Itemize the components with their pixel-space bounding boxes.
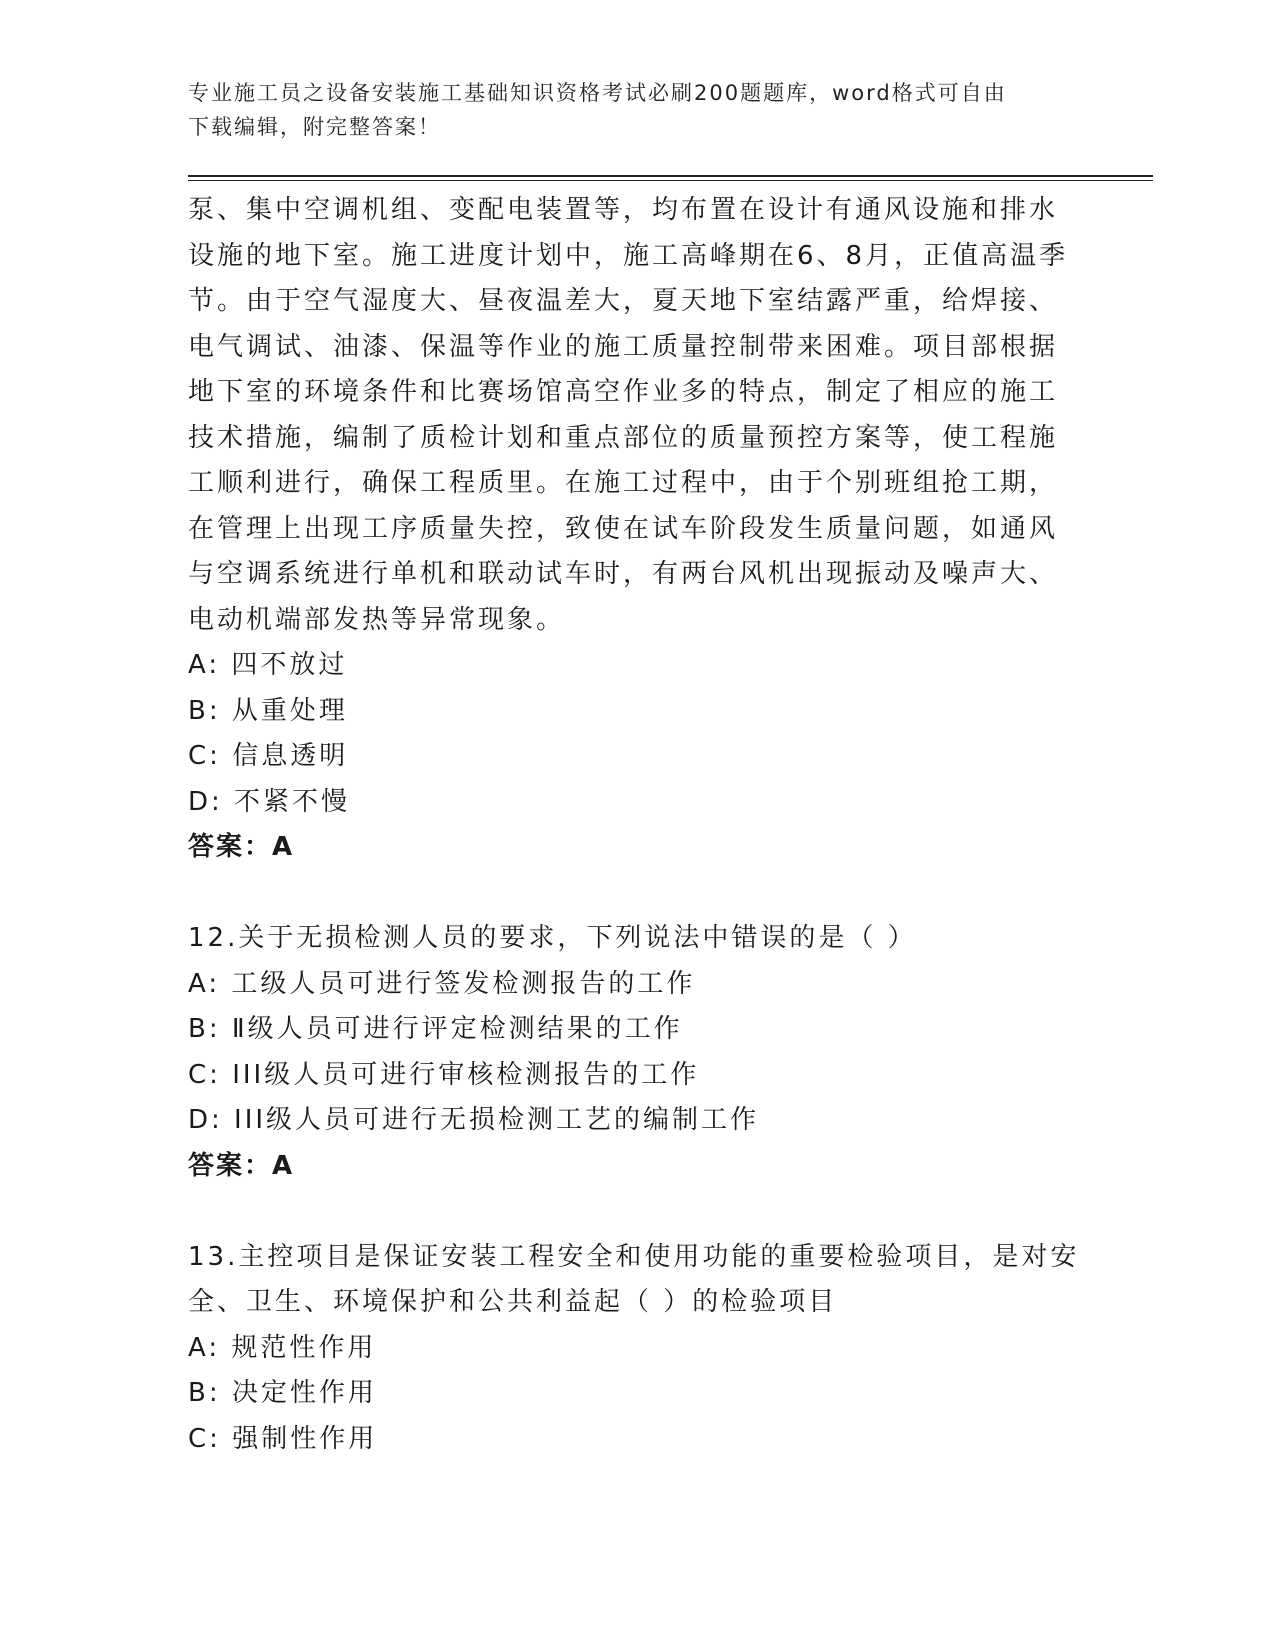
question-text-line: 地下室的环境条件和比赛场馆高空作业多的特点，制定了相应的施工 bbox=[188, 377, 1059, 407]
option-text: 强制性作用 bbox=[232, 1423, 378, 1454]
question-text-line: 电动机端部发热等异常现象。 bbox=[188, 604, 566, 635]
option-key: C: bbox=[188, 1059, 233, 1090]
question-13 bbox=[188, 1235, 1088, 1463]
option-text: 四不放过 bbox=[231, 650, 348, 680]
document-body bbox=[188, 188, 1088, 1462]
answer-label: 答案：A bbox=[188, 1150, 295, 1181]
option-key: A: bbox=[188, 1332, 232, 1363]
option-c bbox=[188, 1053, 1088, 1099]
question-text-line: 电气调试、油漆、保温等作业的施工质量控制带来困难。项目部根据 bbox=[188, 331, 1059, 362]
option-b bbox=[188, 1007, 1088, 1053]
option-key: C: bbox=[188, 1423, 233, 1454]
option-text: 信息透明 bbox=[232, 741, 349, 771]
question-text-line: 技术措施，编制了质检计划和重点部位的质量预控方案等，使工程施 bbox=[188, 422, 1059, 453]
question-text-line: 12.关于无损检测人员的要求，下列说法中错误的是（ ） bbox=[188, 923, 917, 953]
question-text-line: 13.主控项目是保证安装工程安全和使用功能的重要检验项目，是对安 bbox=[188, 1241, 1080, 1272]
question-text-line: 全、卫生、环境保护和公共利益起（ ）的检验项目 bbox=[188, 1287, 838, 1317]
option-a bbox=[188, 1326, 1088, 1372]
option-text: 决定性作用 bbox=[231, 1378, 377, 1408]
page-header-title: 专业施工员之设备安装施工基础知识资格考试必刷200题题库，word格式可自由 下载编辑，附完整答案！ bbox=[188, 81, 1007, 139]
option-key: B: bbox=[188, 1014, 232, 1044]
header-divider bbox=[188, 175, 1153, 181]
option-c bbox=[188, 1417, 1088, 1463]
question-11 bbox=[188, 188, 1088, 871]
spacer bbox=[188, 1189, 1088, 1235]
option-key: B: bbox=[188, 1378, 232, 1408]
option-text: 规范性作用 bbox=[231, 1332, 377, 1363]
option-key: B: bbox=[188, 695, 232, 726]
option-text: III级人员可进行审核检测报告的工作 bbox=[232, 1059, 700, 1090]
option-key: D: bbox=[188, 786, 235, 817]
question-text-line: 设施的地下室。施工进度计划中，施工高峰期在6、8月，正值高温季 bbox=[188, 240, 1069, 271]
option-key: A: bbox=[188, 650, 232, 680]
question-text-line: 泵、集中空调机组、变配电装置等，均布置在设计有通风设施和排水 bbox=[188, 195, 1059, 225]
option-text: III级人员可进行无损检测工艺的编制工作 bbox=[234, 1105, 760, 1135]
option-a bbox=[188, 643, 1088, 689]
question-text-line: 在管理上出现工序质量失控，致使在试车阶段发生质量问题，如通风 bbox=[188, 513, 1059, 544]
option-text: 从重处理 bbox=[231, 695, 348, 726]
option-b bbox=[188, 689, 1088, 735]
option-key: A: bbox=[188, 968, 232, 999]
option-d bbox=[188, 1098, 1088, 1144]
option-text: 不紧不慢 bbox=[234, 786, 351, 817]
spacer bbox=[188, 871, 1088, 917]
option-a bbox=[188, 962, 1088, 1008]
option-b bbox=[188, 1371, 1088, 1417]
question-text-line: 与空调系统进行单机和联动试车时，有两台风机出现振动及噪声大、 bbox=[188, 559, 1059, 589]
option-d bbox=[188, 780, 1088, 826]
option-c bbox=[188, 734, 1088, 780]
option-text: Ⅱ级人员可进行评定检测结果的工作 bbox=[231, 1014, 683, 1044]
option-text: 工级人员可进行签发检测报告的工作 bbox=[231, 968, 696, 999]
question-12 bbox=[188, 916, 1088, 1189]
option-key: C: bbox=[188, 741, 233, 771]
answer-label: 答案：A bbox=[188, 832, 295, 862]
question-text-line: 节。由于空气湿度大、昼夜温差大，夏天地下室结露严重，给焊接、 bbox=[188, 286, 1059, 316]
option-key: D: bbox=[188, 1105, 235, 1135]
question-text-line: 工顺利进行，确保工程质里。在施工过程中，由于个别班组抢工期， bbox=[188, 468, 1059, 498]
